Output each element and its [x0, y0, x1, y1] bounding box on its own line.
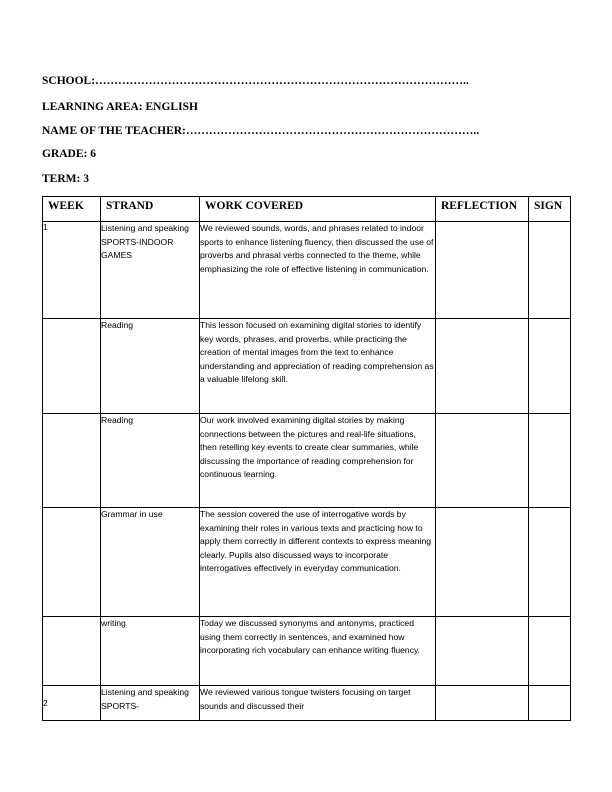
table-row	[43, 319, 571, 414]
table-row	[43, 617, 571, 686]
week-cell	[43, 508, 101, 617]
sign-cell[interactable]	[529, 414, 571, 508]
column-header-work-covered: WORK COVERED	[200, 197, 436, 222]
column-header-sign: SIGN	[529, 197, 571, 222]
work-covered-cell: We reviewed various tongue twisters focusing on target sounds and discussed their	[200, 686, 436, 721]
sign-cell[interactable]	[529, 686, 571, 721]
work-covered-cell: Our work involved examining digital stories by making connections between the pictures and real-life situations, then retelling key events to create clear summaries, while discussing the importance of reading comprehension for continuous learning.	[200, 414, 436, 508]
table-row	[43, 508, 571, 617]
week-cell	[43, 414, 101, 508]
strand-cell: Grammar in use	[101, 508, 200, 617]
reflection-cell[interactable]	[436, 319, 529, 414]
reflection-cell[interactable]	[436, 508, 529, 617]
table-row	[43, 222, 571, 319]
table-header-row	[43, 197, 571, 222]
sign-cell[interactable]	[529, 617, 571, 686]
sign-cell[interactable]	[529, 222, 571, 319]
sign-cell[interactable]	[529, 319, 571, 414]
work-covered-cell: We reviewed sounds, words, and phrases related to indoor sports to enhance listening fluency, then discussed the use of proverbs and phrasal verbs connected to the theme, while emphasizing the role of effective listening in communication.	[200, 222, 436, 319]
strand-cell: Listening and speaking SPORTS-INDOOR GAMES	[101, 222, 200, 319]
column-header-strand: STRAND	[101, 197, 200, 222]
work-covered-cell: Today we discussed synonyms and antonyms, practiced using them correctly in sentences, and examined how incorporating rich vocabulary can enhance writing fluency.	[200, 617, 436, 686]
work-covered-cell: The session covered the use of interrogative words by examining their roles in various texts and practicing how to apply them correctly in different contexts to express meaning clearly. Pupils also discussed ways to incorporate interrogatives effectively in everyday communication.	[200, 508, 436, 617]
work-covered-cell: This lesson focused on examining digital stories to identify key words, phrases, and proverbs, while practicing the creation of mental images from the text to enhance understanding and appreciation of reading comprehension as a valuable lifelong skill.	[200, 319, 436, 414]
strand-cell: writing	[101, 617, 200, 686]
column-header-week: WEEK	[43, 197, 101, 222]
sign-cell[interactable]	[529, 508, 571, 617]
strand-cell: Reading	[101, 414, 200, 508]
strand-cell: Listening and speaking SPORTS-	[101, 686, 200, 721]
learning-area-field: LEARNING AREA: ENGLISH	[42, 101, 198, 113]
table-row	[43, 686, 571, 721]
reflection-cell[interactable]	[436, 617, 529, 686]
week-cell	[43, 319, 101, 414]
week-cell	[43, 617, 101, 686]
teacher-name-field: NAME OF THE TEACHER:…………………………………………………………………..	[42, 125, 480, 137]
week-cell: 1	[43, 222, 101, 319]
column-header-reflection: REFLECTION	[436, 197, 529, 222]
reflection-cell[interactable]	[436, 414, 529, 508]
reflection-cell[interactable]	[436, 686, 529, 721]
table-row	[43, 414, 571, 508]
strand-cell: Reading	[101, 319, 200, 414]
term-field: TERM: 3	[42, 173, 89, 185]
week-cell: 2	[43, 686, 101, 721]
school-field: SCHOOL:……………………………………………………………………………………..	[42, 75, 469, 87]
grade-field: GRADE: 6	[42, 148, 96, 160]
reflection-cell[interactable]	[436, 222, 529, 319]
record-of-work-table	[42, 196, 571, 721]
